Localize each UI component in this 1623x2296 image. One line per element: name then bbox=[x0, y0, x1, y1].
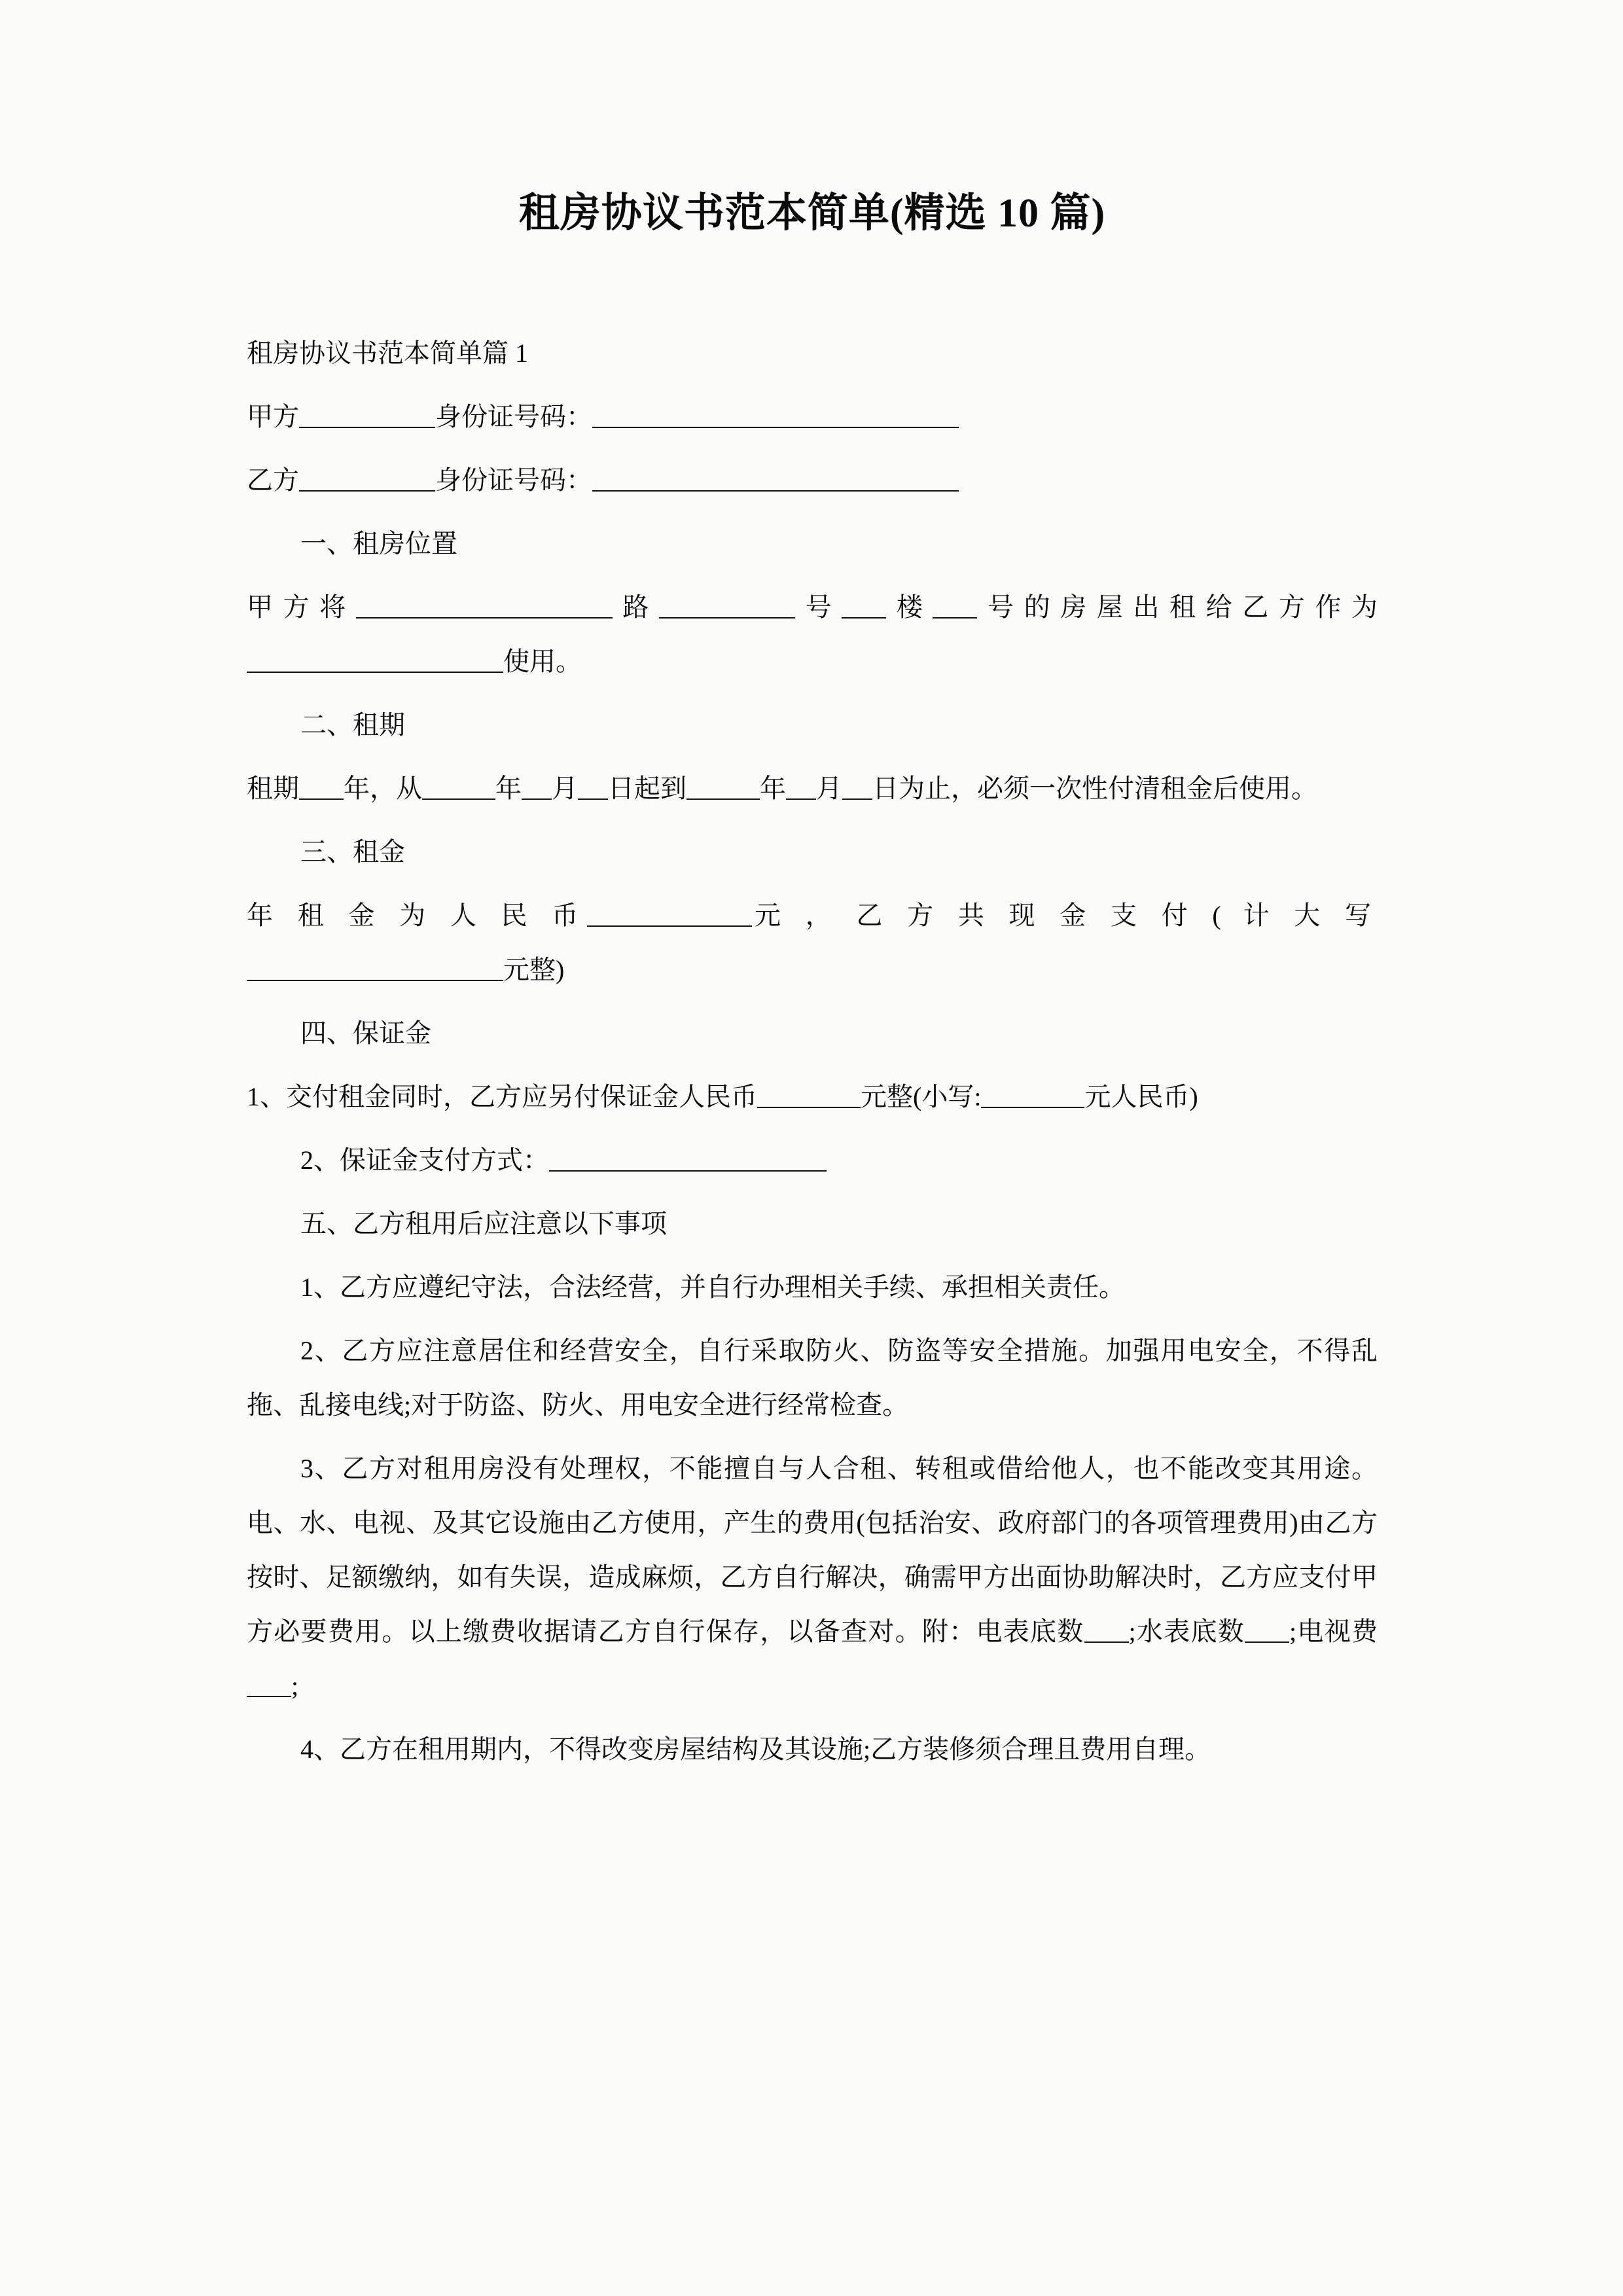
start-day-blank[interactable] bbox=[578, 772, 608, 800]
deposit-item-1 bbox=[247, 1069, 1378, 1124]
deposit-amount-blank[interactable] bbox=[757, 1081, 861, 1108]
deposit-end-text: 元人民币) bbox=[1084, 1081, 1198, 1111]
notice-item-2: 2、乙方应注意居住和经营安全，自行采取防火、防盗等安全措施。加强用电安全，不得乱拖、乱接电线;对于防盗、防火、用电安全进行经常检查。 bbox=[247, 1335, 1378, 1420]
section-heading-1: 一、租房位置 bbox=[300, 528, 457, 558]
section-3-body bbox=[247, 888, 1378, 997]
party-a-label: 甲方 bbox=[247, 401, 299, 431]
document-content bbox=[247, 0, 1378, 1776]
notice-3-m1: ;水表底数 bbox=[1128, 1616, 1245, 1646]
notice-item-3 bbox=[247, 1441, 1378, 1713]
notice-3-m2: ;电视费 bbox=[1289, 1616, 1378, 1646]
party-b-label: 乙方 bbox=[247, 465, 299, 495]
road-blank[interactable] bbox=[356, 591, 613, 619]
location-pre-text: 甲方将 bbox=[247, 592, 356, 622]
notice-3-text: 3、乙方对租用房没有处理权，不能擅自与人合租、转租或借给他人，也不能改变其用途。电、水、电视、及其它设施由乙方使用，产生的费用(包括治安、政府部门的各项管理费用)由乙方按时、足额缴纳，如有失误，造成麻烦，乙方自行解决，确需甲方出面协助解决时，乙方应支付甲方必要费用。以上缴费收据请乙方自行保存，以备查对。附：电表底数 bbox=[247, 1453, 1378, 1646]
term-years-blank[interactable] bbox=[299, 772, 344, 800]
party-b-name-blank[interactable] bbox=[299, 464, 435, 492]
party-b-id-label: 身份证号码： bbox=[435, 465, 592, 495]
road-label: 路 bbox=[612, 592, 660, 622]
notice-item-4: 4、乙方在租用期内，不得改变房屋结构及其设施;乙方装修须合理且费用自理。 bbox=[300, 1734, 1211, 1764]
building-label: 楼 bbox=[886, 592, 933, 622]
party-b-line bbox=[247, 453, 1378, 507]
building-blank[interactable] bbox=[842, 591, 886, 619]
section-heading-2: 二、租期 bbox=[300, 709, 405, 740]
term-t7: 日为止，必须一次性付清租金后使用。 bbox=[872, 773, 1317, 803]
notice-3-end: ; bbox=[291, 1670, 299, 1700]
deposit-mid-text: 元整(小写: bbox=[861, 1081, 982, 1111]
start-month-blank[interactable] bbox=[522, 772, 552, 800]
end-day-blank[interactable] bbox=[842, 772, 872, 800]
rent-words-blank[interactable] bbox=[247, 954, 503, 981]
location-post-text: 号的房屋出租给乙方作为 bbox=[977, 592, 1378, 622]
rent-end-text: 元整) bbox=[503, 954, 565, 984]
party-b-id-blank[interactable] bbox=[592, 464, 959, 492]
deposit-method-blank[interactable] bbox=[549, 1144, 827, 1172]
rent-mid-text: 元 ， 乙 方 共 现 金 支 付 ( 计 大 写 bbox=[752, 900, 1378, 930]
section-2-body bbox=[247, 761, 1378, 816]
term-t6: 月 bbox=[816, 773, 842, 803]
rent-pre-text: 年 租 金 为 人 民 币 bbox=[247, 900, 588, 930]
section-1-body bbox=[247, 580, 1378, 689]
room-blank[interactable] bbox=[933, 591, 977, 619]
party-a-id-blank[interactable] bbox=[592, 401, 959, 428]
deposit-digits-blank[interactable] bbox=[981, 1081, 1084, 1108]
deposit-pre-text: 1、交付租金同时，乙方应另付保证金人民币 bbox=[247, 1081, 757, 1111]
start-year-blank[interactable] bbox=[422, 772, 495, 800]
term-t3: 月 bbox=[552, 773, 578, 803]
annual-rent-blank[interactable] bbox=[587, 899, 752, 927]
usage-blank[interactable] bbox=[247, 645, 503, 673]
electric-meter-blank[interactable] bbox=[1084, 1615, 1129, 1643]
article-label: 租房协议书范本简单篇 1 bbox=[247, 338, 528, 368]
number-blank[interactable] bbox=[659, 591, 795, 619]
usage-label: 使用。 bbox=[503, 646, 582, 676]
term-t4: 日起到 bbox=[608, 773, 687, 803]
term-t1: 年，从 bbox=[344, 773, 422, 803]
term-pre-text: 租期 bbox=[247, 773, 299, 803]
notice-item-1: 1、乙方应遵纪守法，合法经营，并自行办理相关手续、承担相关责任。 bbox=[300, 1272, 1125, 1302]
end-year-blank[interactable] bbox=[687, 772, 760, 800]
party-a-name-blank[interactable] bbox=[299, 401, 435, 428]
section-heading-5: 五、乙方租用后应注意以下事项 bbox=[300, 1208, 667, 1238]
term-t2: 年 bbox=[495, 773, 522, 803]
page-title: 租房协议书范本简单(精选 10 篇) bbox=[518, 191, 1106, 236]
party-a-line bbox=[247, 389, 1378, 444]
number-label: 号 bbox=[795, 592, 842, 622]
deposit-method-label: 2、保证金支付方式： bbox=[300, 1145, 549, 1175]
deposit-item-2 bbox=[247, 1133, 1378, 1187]
water-meter-blank[interactable] bbox=[1245, 1615, 1289, 1643]
party-a-id-label: 身份证号码： bbox=[435, 401, 592, 431]
tv-fee-blank[interactable] bbox=[247, 1670, 291, 1697]
term-t5: 年 bbox=[760, 773, 786, 803]
end-month-blank[interactable] bbox=[786, 772, 816, 800]
section-heading-3: 三、租金 bbox=[300, 836, 405, 867]
section-heading-4: 四、保证金 bbox=[300, 1018, 431, 1048]
